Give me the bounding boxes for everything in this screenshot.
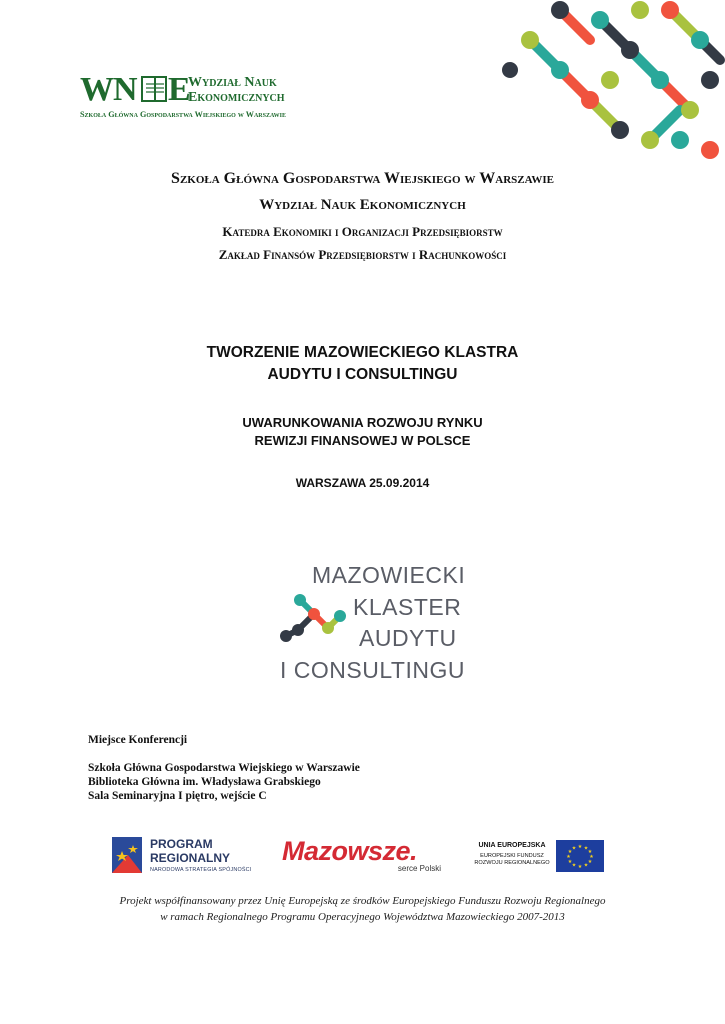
division-name: Zakład Finansów Przedsiębiorstw i Rachunkowości — [218, 247, 507, 262]
place-label: Miejsce Konferencji — [88, 734, 188, 746]
klaster-molecule-icon — [278, 592, 350, 644]
footer-line2: w ramach Regionalnego Programu Operacyjnego Województwa Mazowieckiego 2007-2013 — [160, 911, 565, 923]
svg-text:★: ★ — [589, 854, 594, 860]
event-date: WARSZAWA 25.09.2014 — [295, 476, 430, 490]
wne-letter-e: E — [168, 71, 191, 108]
subtitle-line2: REWIZJI FINANSOWEJ W POLSCE — [254, 433, 471, 448]
mazowsze-logo — [282, 836, 447, 876]
eu-logo — [470, 840, 605, 874]
mazowsze-sub: serce Polski — [397, 864, 441, 873]
klaster-logo — [276, 562, 466, 687]
klaster-line4: I CONSULTINGU — [280, 657, 465, 683]
svg-text:★: ★ — [583, 845, 589, 852]
svg-text:★: ★ — [583, 862, 589, 869]
mazowsze-word: Mazowsze. — [282, 836, 418, 866]
eu-line1: UNIA EUROPEJSKA — [478, 842, 546, 849]
program-regionalny-icon — [108, 833, 148, 877]
program-regionalny-logo — [108, 833, 273, 877]
svg-text:★: ★ — [587, 849, 593, 855]
svg-text:★: ★ — [571, 845, 577, 852]
svg-text:★: ★ — [587, 859, 593, 865]
wne-letters: WN — [80, 71, 137, 108]
wne-name-line2: Ekonomicznych — [188, 90, 285, 105]
klaster-line2: KLASTER — [353, 594, 462, 620]
wne-name-line1: Wydział Nauk — [188, 75, 277, 90]
svg-text:★: ★ — [566, 854, 571, 860]
place-line3: Sala Seminaryjna I piętro, wejście C — [88, 790, 267, 802]
main-title-line1: TWORZENIE MAZOWIECKIEGO KLASTRA — [206, 344, 519, 361]
place-line2: Biblioteka Główna im. Władysława Grabskiego — [88, 776, 321, 788]
subtitle-line1: UWARUNKOWANIA ROZWOJU RYNKU — [242, 415, 483, 430]
pr-line2: REGIONALNY — [150, 851, 231, 865]
department-name: Katedra Ekonomiki i Organizacji Przedsiębiorstw — [222, 224, 503, 239]
pr-line1: PROGRAM — [150, 837, 213, 851]
faculty-name: Wydział Nauk Ekonomicznych — [259, 197, 466, 213]
svg-text:★: ★ — [567, 849, 573, 855]
university-name: Szkoła Główna Gospodarstwa Wiejskiego w Warszawie — [171, 170, 554, 187]
wne-logo — [80, 72, 295, 124]
main-title-line2: AUDYTU I CONSULTINGU — [267, 366, 458, 383]
svg-text:★: ★ — [577, 844, 583, 850]
eu-line3: ROZWOJU REGIONALNEGO — [474, 860, 550, 866]
eu-line2: EUROPEJSKI FUNDUSZ — [480, 853, 544, 859]
svg-text:★: ★ — [571, 862, 577, 869]
eu-flag-icon — [556, 840, 604, 872]
wne-subtitle: Szkoła Główna Gospodarstwa Wiejskiego w Warszawie — [80, 110, 286, 119]
svg-text:★: ★ — [577, 864, 583, 870]
molecule-decoration-icon — [500, 0, 725, 165]
place-line1: Szkoła Główna Gospodarstwa Wiejskiego w Warszawie — [88, 762, 360, 774]
book-icon — [141, 76, 167, 102]
klaster-line3: AUDYTU — [359, 625, 457, 651]
wne-name — [188, 75, 285, 105]
klaster-line1: MAZOWIECKI — [312, 562, 466, 588]
pr-sub: NARODOWA STRATEGIA SPÓJNOŚCI — [150, 867, 252, 873]
svg-text:★: ★ — [567, 859, 573, 865]
footer-line1: Projekt współfinansowany przez Unię Europejską ze środków Europejskiego Funduszu Rozwoju Regionalnego — [119, 895, 606, 907]
